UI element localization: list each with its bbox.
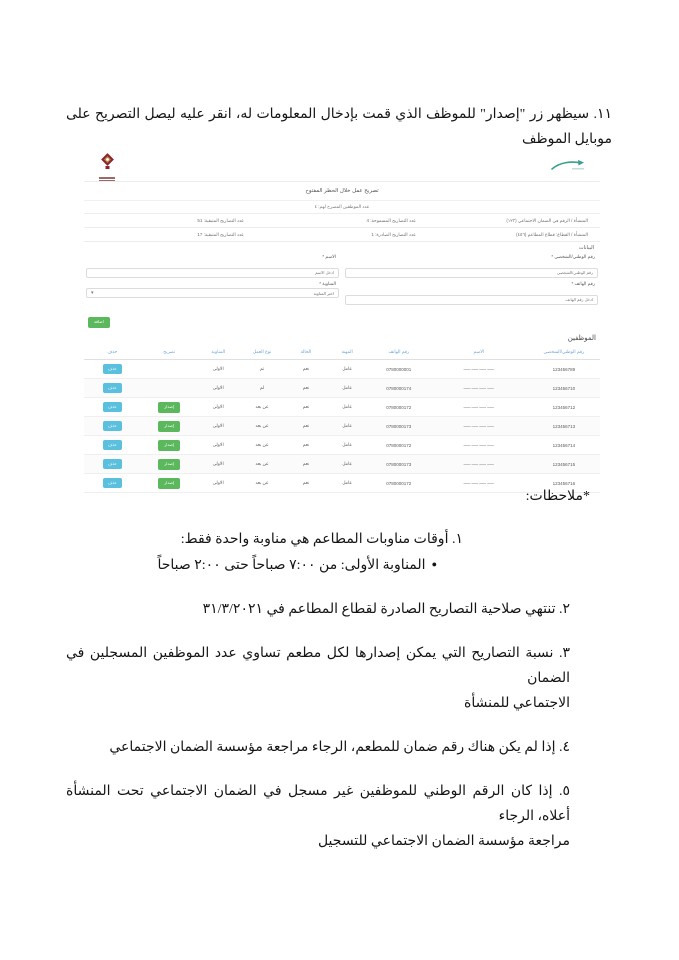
add-employee-button[interactable]: اضافة (88, 317, 110, 328)
cell-phone: 0780000173 (368, 455, 430, 474)
note-5 (66, 779, 612, 854)
cell-shift: الاولى (198, 455, 239, 474)
permit-page-title: تصريح عمل خلال الحظر المفتوح (84, 182, 600, 201)
header-permit: تصريح (141, 345, 198, 360)
delete-button[interactable]: حذف (103, 421, 122, 431)
cell-phone: 0780000174 (368, 379, 430, 398)
note-5-text-line2: مراجعة مؤسسة الضمان الاجتماعي للتسجيل (317, 834, 570, 849)
cell-national-id: 123456716 (528, 474, 600, 493)
cell-name: ـــــ ـــــ ـــــ ـــــ (430, 360, 528, 379)
info-row (84, 214, 600, 228)
shift-select-value: اختر المناوبة (313, 290, 334, 296)
cell-delete (84, 379, 141, 398)
employee-row (84, 455, 600, 474)
employees-table (84, 345, 600, 493)
cell-delete (84, 455, 141, 474)
cell-national-id: 123456710 (528, 379, 600, 398)
cell-phone: 0780000172 (368, 474, 430, 493)
cell-status: نعم (285, 379, 326, 398)
info-cell-establishment: المنشأة / الرقم في الضمان الاجتماعي (١٢٣) (428, 214, 600, 228)
name-label: الاسم * (322, 254, 336, 259)
note-1 (66, 527, 612, 578)
cell-work-type: عن بعد (239, 474, 285, 493)
note-3-text-line1: ٣. نسبة التصاريح التي يمكن إصدارها لكل مطعم تساوي عدد الموظفين المسجلين في الضمان (66, 646, 570, 686)
cell-name: ـــــ ـــــ ـــــ ـــــ (430, 436, 528, 455)
cell-status: نعم (285, 360, 326, 379)
shift-label: المناوبة * (319, 281, 336, 286)
cell-job: عامل (327, 455, 368, 474)
cell-job: عامل (327, 379, 368, 398)
header-job: المهنة (327, 345, 368, 360)
cell-job: عامل (327, 398, 368, 417)
bullet-icon: ● (431, 559, 437, 569)
app-screenshot (84, 150, 600, 486)
employee-row (84, 417, 600, 436)
cell-status: نعم (285, 436, 326, 455)
employee-row (84, 360, 600, 379)
permit-page-subtitle: عدد الموظفين المصرح لهم: ٤ (314, 204, 370, 209)
note-2-text: ٢. تنتهي صلاحية التصاريح الصادرة لقطاع المطاعم في ٣١/٣/٢٠٢١ (202, 602, 570, 617)
national-id-label: رقم الوطني/الشخصي * (551, 254, 595, 259)
name-input[interactable] (86, 268, 339, 278)
header-work-type: نوع العمل (239, 345, 285, 360)
employee-row (84, 436, 600, 455)
cell-national-id: 123456714 (528, 436, 600, 455)
delete-button[interactable]: حذف (103, 402, 122, 412)
cell-status: نعم (285, 474, 326, 493)
info-cell-sector: المنشأة / القطاع: قطاع المطاعم (٤٥٦) (428, 228, 600, 242)
note-3 (66, 641, 612, 716)
employees-header-row (84, 345, 600, 360)
employee-row (84, 379, 600, 398)
establishment-info-table (84, 213, 600, 242)
emblem-icon (99, 153, 115, 171)
cell-national-id: 123456715 (528, 455, 600, 474)
note-3-text-line2: الاجتماعي للمنشأة (464, 696, 570, 711)
delete-button[interactable]: حذف (103, 364, 122, 374)
cell-permit (141, 436, 198, 455)
step-11-instruction (66, 102, 612, 152)
step-11-line1: ١١. سيظهر زر "إصدار" للموظف الذي قمت بإدخال المعلومات له، انقر عليه ليصل التصريح على (66, 107, 612, 122)
issue-button[interactable]: إصدار (158, 459, 180, 470)
cell-delete (84, 360, 141, 379)
cell-national-id: 123456713 (528, 417, 600, 436)
cell-work-type: عن بعد (239, 398, 285, 417)
cell-delete (84, 436, 141, 455)
cell-national-id: 123456712 (528, 398, 600, 417)
cell-status: نعم (285, 417, 326, 436)
delete-button[interactable]: حذف (103, 478, 122, 488)
cell-name: ـــــ ـــــ ـــــ ـــــ (430, 455, 528, 474)
form-section-title: البيانات (578, 245, 594, 251)
header-national-id: رقم الوطني/الشخصي (528, 345, 600, 360)
employee-form (84, 252, 600, 328)
header-name: الاسم (430, 345, 528, 360)
cell-name: ـــــ ـــــ ـــــ ـــــ (430, 417, 528, 436)
delete-button[interactable]: حذف (103, 459, 122, 469)
cell-delete (84, 398, 141, 417)
cell-phone: 0780000001 (368, 360, 430, 379)
note-1-text: ١. أوقات مناوبات المطاعم هي مناوبة واحدة فقط: (180, 532, 463, 547)
cell-work-type: تم (239, 360, 285, 379)
employee-row (84, 398, 600, 417)
chevron-down-icon: ▾ (91, 290, 94, 296)
cell-job: عامل (327, 417, 368, 436)
issue-button[interactable]: إصدار (158, 421, 180, 432)
step-11-line2: موبايل الموظف (521, 132, 612, 147)
header-phone: رقم الهاتف (368, 345, 430, 360)
info-cell-remaining-permits: عدد التصاريح المتبقية: 51 (84, 214, 256, 228)
cell-permit (141, 417, 198, 436)
ministry-logo-caption (94, 177, 120, 181)
phone-input[interactable] (345, 295, 598, 305)
cell-permit (141, 379, 198, 398)
delete-button[interactable]: حذف (103, 383, 122, 393)
note-2 (66, 597, 612, 622)
swoosh-icon (548, 156, 588, 176)
note-4 (66, 735, 612, 760)
ministry-logo (94, 153, 120, 179)
info-cell-issued-permits: عدد التصاريح الصادرة: 1 (256, 228, 428, 242)
issue-button[interactable]: إصدار (158, 440, 180, 451)
cell-shift: الاولى (198, 398, 239, 417)
info-cell-remaining-permits2: عدد التصاريح المتبقية: 17 (84, 228, 256, 242)
cell-job: عامل (327, 360, 368, 379)
cell-name: ـــــ ـــــ ـــــ ـــــ (430, 398, 528, 417)
shift-select[interactable] (86, 288, 339, 298)
cell-work-type: عن بعد (239, 436, 285, 455)
employees-section-title: الموظفين (567, 335, 596, 342)
info-row (84, 228, 600, 242)
cell-work-type: عن بعد (239, 455, 285, 474)
note-4-text: ٤. إذا لم يكن هناك رقم ضمان للمطعم، الرجاء مراجعة مؤسسة الضمان الاجتماعي (109, 740, 570, 755)
cell-shift: الاولى (198, 474, 239, 493)
cell-work-type: لم (239, 379, 285, 398)
header-delete: حذف (84, 345, 141, 360)
cell-delete (84, 417, 141, 436)
note-1-bullet: ●المناوبة الأولى: من ٧:٠٠ صباحاً حتى ٢:٠٠ صباحاً (157, 558, 437, 573)
cell-name: ـــــ ـــــ ـــــ ـــــ (430, 379, 528, 398)
cell-status: نعم (285, 455, 326, 474)
cell-permit (141, 455, 198, 474)
platform-logo (548, 156, 588, 176)
app-header (84, 150, 600, 182)
cell-permit (141, 398, 198, 417)
cell-shift: الاولى (198, 436, 239, 455)
cell-phone: 0780000172 (368, 398, 430, 417)
phone-label: رقم الهاتف * (571, 281, 595, 286)
cell-work-type: عن بعد (239, 417, 285, 436)
cell-phone: 0780000172 (368, 436, 430, 455)
info-cell-allowed-permits: عدد التصاريح المسموحة: 4 (256, 214, 428, 228)
cell-permit (141, 360, 198, 379)
note-5-text-line1: ٥. إذا كان الرقم الوطني للموظفين غير مسجل في الضمان الاجتماعي تحت المنشأة أعلاه، الرجاء (66, 784, 570, 824)
national-id-input[interactable] (345, 268, 598, 278)
cell-job: عامل (327, 474, 368, 493)
cell-shift: الاولى (198, 417, 239, 436)
cell-phone: 0780000173 (368, 417, 430, 436)
cell-name: ـــــ ـــــ ـــــ ـــــ (430, 474, 528, 493)
delete-button[interactable]: حذف (103, 440, 122, 450)
cell-job: عامل (327, 436, 368, 455)
cell-national-id: 123456789 (528, 360, 600, 379)
cell-shift: الاولى (198, 379, 239, 398)
notes-title: *ملاحظات: (525, 489, 590, 504)
cell-shift: الاولى (198, 360, 239, 379)
header-shift: المناوبة (198, 345, 239, 360)
notes-section (66, 484, 612, 873)
issue-button[interactable]: إصدار (158, 402, 180, 413)
cell-status: نعم (285, 398, 326, 417)
issue-button[interactable]: إصدار (158, 478, 180, 489)
header-status: الحالة (285, 345, 326, 360)
